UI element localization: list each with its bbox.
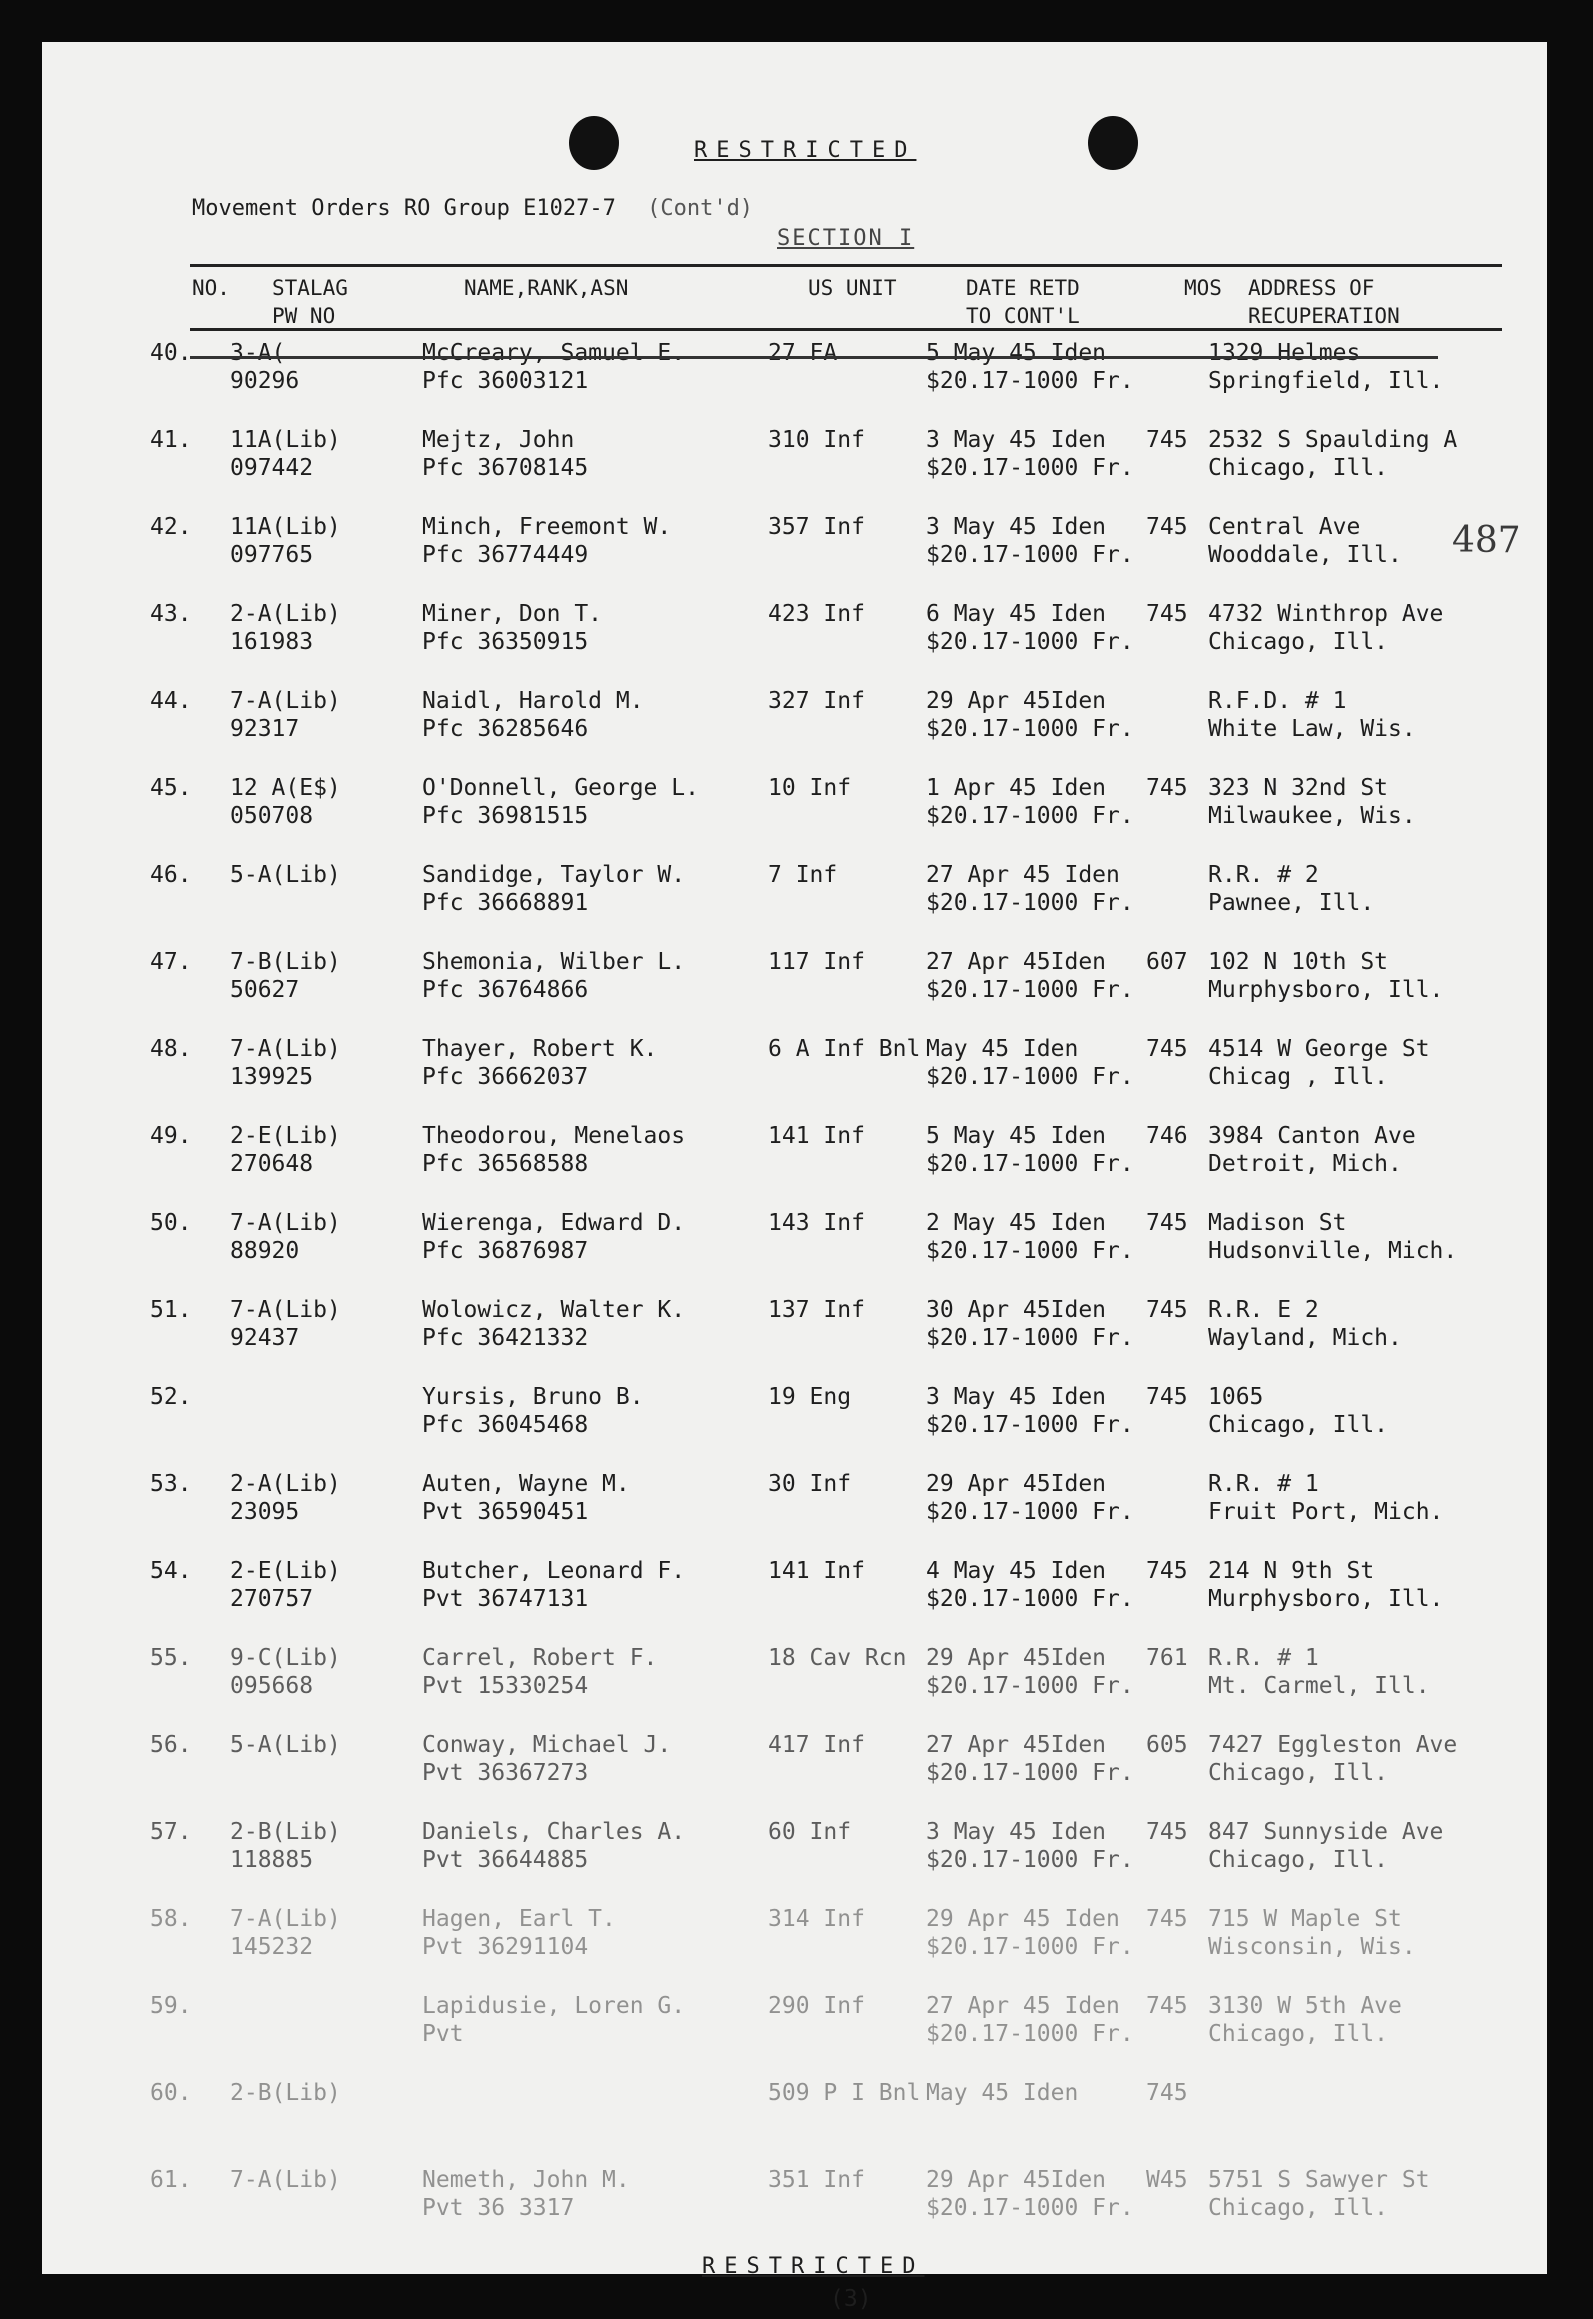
cell-stalag: 7-A(Lib) [230, 1036, 341, 1062]
cell-no: 45. [150, 775, 192, 801]
cell-pw: 097442 [230, 455, 314, 481]
cell-stalag: 7-B(Lib) [230, 949, 341, 975]
cell-rank-asn: Pvt 36 3317 [422, 2195, 575, 2221]
cell-date: 29 Apr 45Iden [926, 1471, 1107, 1497]
cell-stalag: 7-A(Lib) [230, 2167, 341, 2193]
cell-addr1: R.R. E 2 [1208, 1297, 1319, 1323]
cell-unit: 10 Inf [768, 775, 852, 801]
cell-unit: 19 Eng [768, 1384, 852, 1410]
cell-mos: 761 [1146, 1645, 1188, 1671]
cell-rank-asn: Pfc 36421332 [422, 1325, 589, 1351]
cell-addr2: Chicago, Ill. [1208, 1760, 1389, 1786]
cell-no: 53. [150, 1471, 192, 1497]
cell-unit: 143 Inf [768, 1210, 865, 1236]
cell-stalag: 2-E(Lib) [230, 1558, 341, 1584]
cell-unit: 509 P I Bnl [768, 2080, 921, 2106]
table-row [42, 686, 1547, 746]
table-row [42, 1904, 1547, 1964]
classification-footer: RESTRICTED [702, 2254, 925, 2279]
cell-no: 41. [150, 427, 192, 453]
cell-stalag: 11A(Lib) [230, 427, 341, 453]
cell-stalag: 7-A(Lib) [230, 1297, 341, 1323]
table-row [42, 2165, 1547, 2225]
cell-pay: $20.17-1000 Fr. [926, 1412, 1134, 1438]
cell-pay: $20.17-1000 Fr. [926, 890, 1134, 916]
cell-unit: 290 Inf [768, 1993, 865, 2019]
cell-name: Thayer, Robert K. [422, 1036, 658, 1062]
cell-stalag: 12 A(E$) [230, 775, 341, 801]
cell-rank-asn: Pfc 36764866 [422, 977, 589, 1003]
cell-date: 27 Apr 45Iden [926, 1732, 1107, 1758]
cell-date: 3 May 45 Iden [926, 427, 1107, 453]
subtitle-continued: (Cont'd) [647, 196, 754, 221]
cell-name: Auten, Wayne M. [422, 1471, 630, 1497]
cell-rank-asn: Pfc 36981515 [422, 803, 589, 829]
cell-addr2: Murphysboro, Ill. [1208, 1586, 1444, 1612]
cell-stalag: 5-A(Lib) [230, 1732, 341, 1758]
cell-mos: 745 [1146, 427, 1188, 453]
cell-pay: $20.17-1000 Fr. [926, 1151, 1134, 1177]
cell-unit: 137 Inf [768, 1297, 865, 1323]
cell-date: 27 Apr 45 Iden [926, 862, 1120, 888]
cell-no: 52. [150, 1384, 192, 1410]
cell-mos: 745 [1146, 1297, 1188, 1323]
table-row [42, 1295, 1547, 1355]
cell-stalag: 7-A(Lib) [230, 1210, 341, 1236]
cell-name: McCreary, Samuel E. [422, 340, 686, 366]
cell-pw: 097765 [230, 542, 314, 568]
cell-date: 29 Apr 45Iden [926, 2167, 1107, 2193]
col-pw-no: PW NO [272, 304, 336, 328]
cell-pw: 139925 [230, 1064, 314, 1090]
cell-pay: $20.17-1000 Fr. [926, 455, 1134, 481]
cell-addr2: Hudsonville, Mich. [1208, 1238, 1458, 1264]
cell-addr2: Wooddale, Ill. [1208, 542, 1402, 568]
col-mos: MOS [1184, 276, 1222, 300]
cell-pw: 23095 [230, 1499, 300, 1525]
cell-date: 29 Apr 45Iden [926, 1645, 1107, 1671]
table-row [42, 1208, 1547, 1268]
cell-no: 46. [150, 862, 192, 888]
cell-pay: $20.17-1000 Fr. [926, 716, 1134, 742]
col-name-rank-asn: NAME,RANK,ASN [464, 276, 629, 300]
cell-unit: 327 Inf [768, 688, 865, 714]
cell-pw: 92317 [230, 716, 300, 742]
table-row [42, 338, 1547, 398]
cell-name: Conway, Michael J. [422, 1732, 672, 1758]
cell-addr1: 323 N 32nd St [1208, 775, 1389, 801]
strikethrough-line [190, 356, 1438, 359]
cell-name: Nemeth, John M. [422, 2167, 630, 2193]
cell-date: 29 Apr 45 Iden [926, 1906, 1120, 1932]
col-us-unit: US UNIT [808, 276, 897, 300]
cell-no: 61. [150, 2167, 192, 2193]
cell-addr1: 3984 Canton Ave [1208, 1123, 1416, 1149]
table-row [42, 1991, 1547, 2051]
cell-stalag: 7-A(Lib) [230, 688, 341, 714]
document-page [42, 42, 1547, 2312]
table-row [42, 773, 1547, 833]
cell-no: 58. [150, 1906, 192, 1932]
cell-pw: 095668 [230, 1673, 314, 1699]
cell-name: Naidl, Harold M. [422, 688, 644, 714]
cell-mos: 605 [1146, 1732, 1188, 1758]
cell-rank-asn: Pvt 36644885 [422, 1847, 589, 1873]
section-heading: SECTION I [777, 226, 915, 251]
cell-name: Carrel, Robert F. [422, 1645, 658, 1671]
cell-pay: $20.17-1000 Fr. [926, 1325, 1134, 1351]
cell-pay: $20.17-1000 Fr. [926, 1934, 1134, 1960]
cell-pay: $20.17-1000 Fr. [926, 1760, 1134, 1786]
cell-rank-asn: Pfc 36003121 [422, 368, 589, 394]
cell-pw: 92437 [230, 1325, 300, 1351]
table-row [42, 1730, 1547, 1790]
col-to-contl: TO CONT'L [966, 304, 1080, 328]
cell-unit: 310 Inf [768, 427, 865, 453]
table-row [42, 1643, 1547, 1703]
cell-unit: 423 Inf [768, 601, 865, 627]
cell-addr2: Springfield, Ill. [1208, 368, 1444, 394]
cell-no: 55. [150, 1645, 192, 1671]
cell-rank-asn: Pfc 36668891 [422, 890, 589, 916]
cell-date: 6 May 45 Iden [926, 601, 1107, 627]
cell-addr1: 715 W Maple St [1208, 1906, 1402, 1932]
cell-mos: 745 [1146, 1819, 1188, 1845]
table-row [42, 1817, 1547, 1877]
col-no: NO. [192, 276, 230, 300]
cell-addr1: 4514 W George St [1208, 1036, 1430, 1062]
cell-no: 56. [150, 1732, 192, 1758]
cell-no: 57. [150, 1819, 192, 1845]
cell-unit: 357 Inf [768, 514, 865, 540]
cell-addr2: Chicago, Ill. [1208, 629, 1389, 655]
cell-addr2: Murphysboro, Ill. [1208, 977, 1444, 1003]
cell-stalag: 2-A(Lib) [230, 1471, 341, 1497]
cell-no: 47. [150, 949, 192, 975]
cell-no: 59. [150, 1993, 192, 2019]
cell-name: Daniels, Charles A. [422, 1819, 686, 1845]
cell-mos: 745 [1146, 514, 1188, 540]
cell-pay: $20.17-1000 Fr. [926, 803, 1134, 829]
cell-name: Lapidusie, Loren G. [422, 1993, 686, 2019]
cell-pay: $20.17-1000 Fr. [926, 1586, 1134, 1612]
cell-addr1: R.F.D. # 1 [1208, 688, 1347, 714]
cell-pay: $20.17-1000 Fr. [926, 1673, 1134, 1699]
cell-mos: 745 [1146, 1036, 1188, 1062]
cell-mos: 745 [1146, 1993, 1188, 2019]
cell-addr2: Milwaukee, Wis. [1208, 803, 1416, 829]
cell-date: 2 May 45 Iden [926, 1210, 1107, 1236]
table-row [42, 1121, 1547, 1181]
cell-addr2: Pawnee, Ill. [1208, 890, 1375, 916]
table-row [42, 1556, 1547, 1616]
cell-no: 49. [150, 1123, 192, 1149]
cell-rank-asn: Pfc 36662037 [422, 1064, 589, 1090]
cell-date: 1 Apr 45 Iden [926, 775, 1107, 801]
cell-no: 51. [150, 1297, 192, 1323]
cell-addr1: 1329 Helmes [1208, 340, 1361, 366]
cell-addr1: 3130 W 5th Ave [1208, 1993, 1402, 2019]
cell-stalag: 2-E(Lib) [230, 1123, 341, 1149]
cell-addr2: Chicago, Ill. [1208, 2021, 1389, 2047]
cell-addr1: 1065 [1208, 1384, 1264, 1410]
subtitle-text: Movement Orders RO Group E1027-7 [192, 196, 616, 221]
table-row [42, 860, 1547, 920]
punch-hole-left [569, 116, 619, 170]
cell-stalag: 11A(Lib) [230, 514, 341, 540]
cell-rank-asn: Pvt 15330254 [422, 1673, 589, 1699]
cell-addr2: Chicago, Ill. [1208, 1412, 1389, 1438]
cell-mos: 746 [1146, 1123, 1188, 1149]
cell-addr1: 2532 S Spaulding A [1208, 427, 1458, 453]
cell-pw: 50627 [230, 977, 300, 1003]
cell-pay: $20.17-1000 Fr. [926, 1238, 1134, 1264]
cell-pw: 145232 [230, 1934, 314, 1960]
cell-pay: $20.17-1000 Fr. [926, 977, 1134, 1003]
cell-date: 5 May 45 Iden [926, 1123, 1107, 1149]
cell-unit: 60 Inf [768, 1819, 852, 1845]
cell-addr1: R.R. # 1 [1208, 1645, 1319, 1671]
cell-addr2: Detroit, Mich. [1208, 1151, 1402, 1177]
cell-pay: $20.17-1000 Fr. [926, 1847, 1134, 1873]
cell-mos: 745 [1146, 775, 1188, 801]
cell-date: May 45 Iden [926, 1036, 1079, 1062]
cell-rank-asn: Pvt 36590451 [422, 1499, 589, 1525]
cell-date: 5 May 45 Iden [926, 340, 1107, 366]
cell-no: 50. [150, 1210, 192, 1236]
cell-pw: 050708 [230, 803, 314, 829]
cell-name: Mejtz, John [422, 427, 575, 453]
cell-pay: $20.17-1000 Fr. [926, 629, 1134, 655]
cell-unit: 314 Inf [768, 1906, 865, 1932]
table-row [42, 1034, 1547, 1094]
table-row [42, 947, 1547, 1007]
cell-name: Shemonia, Wilber L. [422, 949, 686, 975]
punch-hole-right [1088, 116, 1138, 170]
cell-mos: 745 [1146, 1384, 1188, 1410]
cell-rank-asn: Pfc 36045468 [422, 1412, 589, 1438]
cell-date: 30 Apr 45Iden [926, 1297, 1107, 1323]
cell-addr2: Wayland, Mich. [1208, 1325, 1402, 1351]
cell-pay: $20.17-1000 Fr. [926, 2021, 1134, 2047]
cell-pw: 270757 [230, 1586, 314, 1612]
cell-addr1: Madison St [1208, 1210, 1347, 1236]
cell-mos: 745 [1146, 2080, 1188, 2106]
cell-name: Theodorou, Menelaos [422, 1123, 686, 1149]
header-rule-bottom [190, 328, 1502, 331]
document-subtitle [192, 196, 753, 221]
cell-rank-asn: Pfc 36285646 [422, 716, 589, 742]
cell-addr2: Chicago, Ill. [1208, 1847, 1389, 1873]
cell-pw: 88920 [230, 1238, 300, 1264]
cell-unit: 30 Inf [768, 1471, 852, 1497]
cell-addr2: Chicag , Ill. [1208, 1064, 1389, 1090]
cell-no: 48. [150, 1036, 192, 1062]
cell-pw: 90296 [230, 368, 300, 394]
cell-unit: 27 FA [768, 340, 838, 366]
cell-pw: 270648 [230, 1151, 314, 1177]
cell-no: 44. [150, 688, 192, 714]
cell-no: 54. [150, 1558, 192, 1584]
cell-date: 27 Apr 45 Iden [926, 1993, 1120, 2019]
cell-no: 40. [150, 340, 192, 366]
table-row [42, 2078, 1547, 2138]
cell-addr1: R.R. # 2 [1208, 862, 1319, 888]
cell-pay: $20.17-1000 Fr. [926, 2195, 1134, 2221]
page-number: (3) [830, 2286, 872, 2312]
cell-stalag: 5-A(Lib) [230, 862, 341, 888]
cell-addr1: R.R. # 1 [1208, 1471, 1319, 1497]
cell-addr2: Fruit Port, Mich. [1208, 1499, 1444, 1525]
cell-date: 4 May 45 Iden [926, 1558, 1107, 1584]
cell-date: May 45 Iden [926, 2080, 1079, 2106]
cell-name: Wolowicz, Walter K. [422, 1297, 686, 1323]
cell-mos: W45 [1146, 2167, 1188, 2193]
cell-name: Miner, Don T. [422, 601, 603, 627]
cell-name: Butcher, Leonard F. [422, 1558, 686, 1584]
cell-addr2: White Law, Wis. [1208, 716, 1416, 742]
cell-unit: 141 Inf [768, 1558, 865, 1584]
col-address-of: ADDRESS OF [1248, 276, 1375, 300]
cell-unit: 7 Inf [768, 862, 838, 888]
col-date-retd: DATE RETD [966, 276, 1080, 300]
table-row [42, 425, 1547, 485]
cell-date: 3 May 45 Iden [926, 1819, 1107, 1845]
table-row [42, 512, 1547, 572]
col-recuperation: RECUPERATION [1248, 304, 1400, 328]
cell-no: 42. [150, 514, 192, 540]
cell-name: Sandidge, Taylor W. [422, 862, 686, 888]
cell-rank-asn: Pvt 36747131 [422, 1586, 589, 1612]
cell-addr1: 4732 Winthrop Ave [1208, 601, 1444, 627]
cell-mos: 745 [1146, 1210, 1188, 1236]
cell-pw: 118885 [230, 1847, 314, 1873]
cell-unit: 141 Inf [768, 1123, 865, 1149]
cell-addr1: 7427 Eggleston Ave [1208, 1732, 1458, 1758]
cell-pay: $20.17-1000 Fr. [926, 1499, 1134, 1525]
cell-rank-asn: Pvt 36367273 [422, 1760, 589, 1786]
cell-no: 60. [150, 2080, 192, 2106]
cell-addr1: 847 Sunnyside Ave [1208, 1819, 1444, 1845]
cell-rank-asn: Pvt 36291104 [422, 1934, 589, 1960]
cell-unit: 6 A Inf Bnl [768, 1036, 921, 1062]
cell-stalag: 3-A( [230, 340, 286, 366]
cell-no: 43. [150, 601, 192, 627]
cell-date: 3 May 45 Iden [926, 514, 1107, 540]
cell-stalag: 2-A(Lib) [230, 601, 341, 627]
cell-name: O'Donnell, George L. [422, 775, 699, 801]
cell-addr1: 5751 S Sawyer St [1208, 2167, 1430, 2193]
cell-date: 27 Apr 45Iden [926, 949, 1107, 975]
cell-mos: 745 [1146, 601, 1188, 627]
table-row [42, 1382, 1547, 1442]
cell-addr1: 214 N 9th St [1208, 1558, 1375, 1584]
cell-pay: $20.17-1000 Fr. [926, 542, 1134, 568]
cell-rank-asn: Pfc 36774449 [422, 542, 589, 568]
cell-rank-asn: Pfc 36708145 [422, 455, 589, 481]
cell-addr2: Chicago, Ill. [1208, 455, 1389, 481]
col-stalag: STALAG [272, 276, 348, 300]
cell-stalag: 2-B(Lib) [230, 2080, 341, 2106]
cell-stalag: 9-C(Lib) [230, 1645, 341, 1671]
cell-date: 3 May 45 Iden [926, 1384, 1107, 1410]
table-row [42, 1469, 1547, 1529]
cell-mos: 607 [1146, 949, 1188, 975]
cell-date: 29 Apr 45Iden [926, 688, 1107, 714]
cell-mos: 745 [1146, 1906, 1188, 1932]
cell-addr1: 102 N 10th St [1208, 949, 1389, 975]
cell-pw: 161983 [230, 629, 314, 655]
cell-rank-asn: Pfc 36876987 [422, 1238, 589, 1264]
cell-addr2: Wisconsin, Wis. [1208, 1934, 1416, 1960]
cell-unit: 117 Inf [768, 949, 865, 975]
cell-pay: $20.17-1000 Fr. [926, 368, 1134, 394]
cell-stalag: 7-A(Lib) [230, 1906, 341, 1932]
cell-unit: 417 Inf [768, 1732, 865, 1758]
cell-name: Hagen, Earl T. [422, 1906, 616, 1932]
cell-pay: $20.17-1000 Fr. [926, 1064, 1134, 1090]
cell-rank-asn: Pvt [422, 2021, 464, 2047]
cell-unit: 351 Inf [768, 2167, 865, 2193]
cell-addr2: Chicago, Ill. [1208, 2195, 1389, 2221]
stamped-page-number: 487 [1452, 520, 1521, 561]
cell-name: Yursis, Bruno B. [422, 1384, 644, 1410]
table-row [42, 599, 1547, 659]
cell-stalag: 2-B(Lib) [230, 1819, 341, 1845]
classification-header: RESTRICTED [694, 138, 917, 163]
cell-rank-asn: Pfc 36350915 [422, 629, 589, 655]
cell-name: Wierenga, Edward D. [422, 1210, 686, 1236]
cell-addr1: Central Ave [1208, 514, 1361, 540]
cell-name: Minch, Freemont W. [422, 514, 672, 540]
cell-unit: 18 Cav Rcn [768, 1645, 907, 1671]
cell-mos: 745 [1146, 1558, 1188, 1584]
cell-rank-asn: Pfc 36568588 [422, 1151, 589, 1177]
header-rule-top [190, 264, 1502, 267]
cell-addr2: Mt. Carmel, Ill. [1208, 1673, 1430, 1699]
